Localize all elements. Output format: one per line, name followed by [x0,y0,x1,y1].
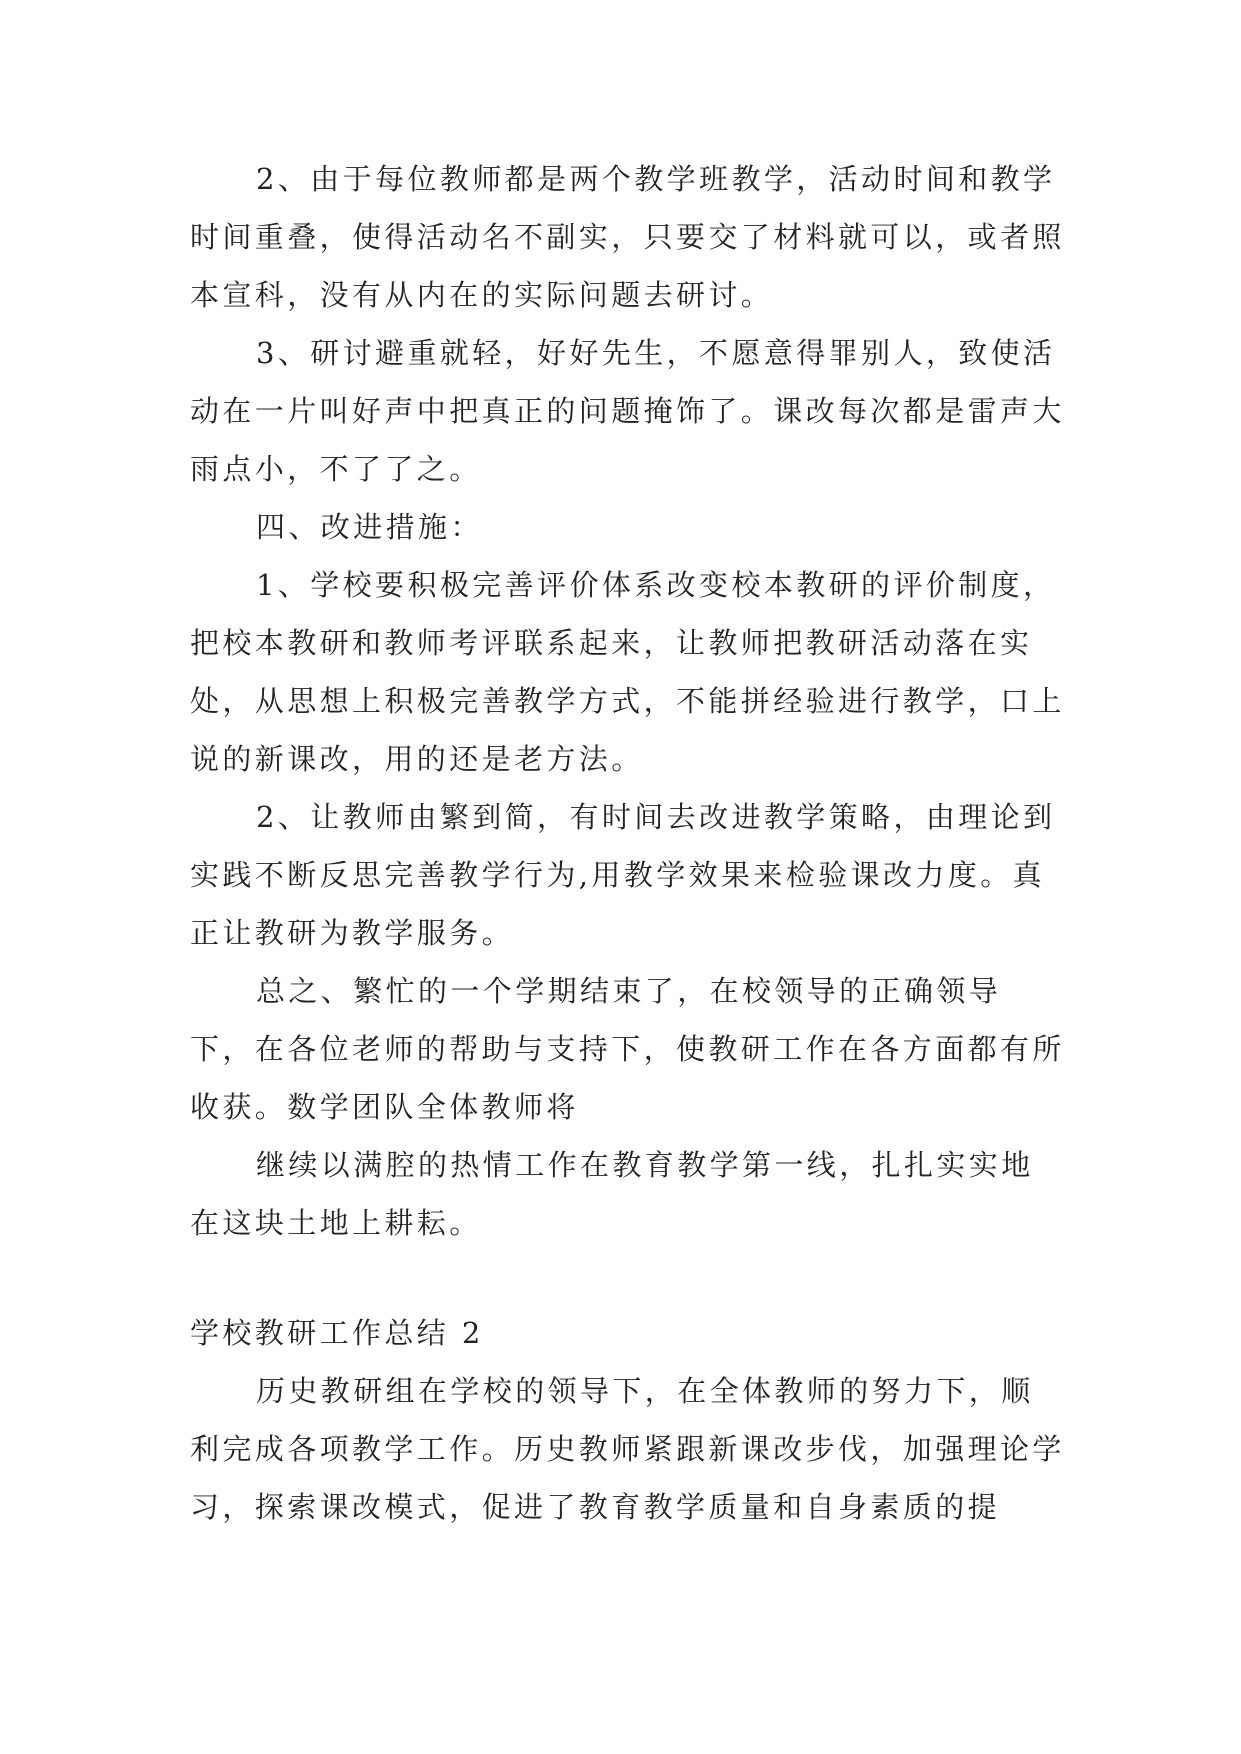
document-body [190,150,1065,1536]
paragraph-improvement-1: 1、学校要积极完善评价体系改变校本教研的评价制度，把校本教研和教师考评联系起来，让教师把教研活动落在实处，从思想上积极完善教学方式，不能拼经验进行教学，口上说的新课改，用的还是老方法。 [190,568,1065,776]
paragraph-item-3: 3、研讨避重就轻，好好先生，不愿意得罪别人，致使活动在一片叫好声中把真正的问题掩饰了。课改每次都是雷声大雨点小，不了了之。 [190,336,1065,486]
paragraph-summary-continued: 继续以满腔的热情工作在教育教学第一线，扎扎实实地在这块土地上耕耘。 [190,1148,1034,1240]
paragraph-item-2: 2、由于每位教师都是两个教学班教学，活动时间和教学时间重叠，使得活动名不副实，只要交了材料就可以，或者照本宣科，没有从内在的实际问题去研讨。 [190,162,1065,312]
paragraph-history-intro: 历史教研组在学校的领导下，在全体教师的努力下，顺利完成各项教学工作。历史教师紧跟新课改步伐，加强理论学习，探索课改模式，促进了教育教学质量和自身素质的提 [190,1374,1065,1524]
paragraph-improvement-2: 2、让教师由繁到简，有时间去改进教学策略，由理论到实践不断反思完善教学行为,用教学效果来检验课改力度。真正让教研为教学服务。 [190,800,1056,950]
section-heading-improvements: 四、改进措施： [256,510,483,544]
paragraph-summary: 总之、繁忙的一个学期结束了，在校领导的正确领导下，在各位老师的帮助与支持下，使教研工作在各方面都有所收获。数学团队全体教师将 [190,974,1065,1124]
section-title: 学校教研工作总结 2 [190,1316,484,1350]
